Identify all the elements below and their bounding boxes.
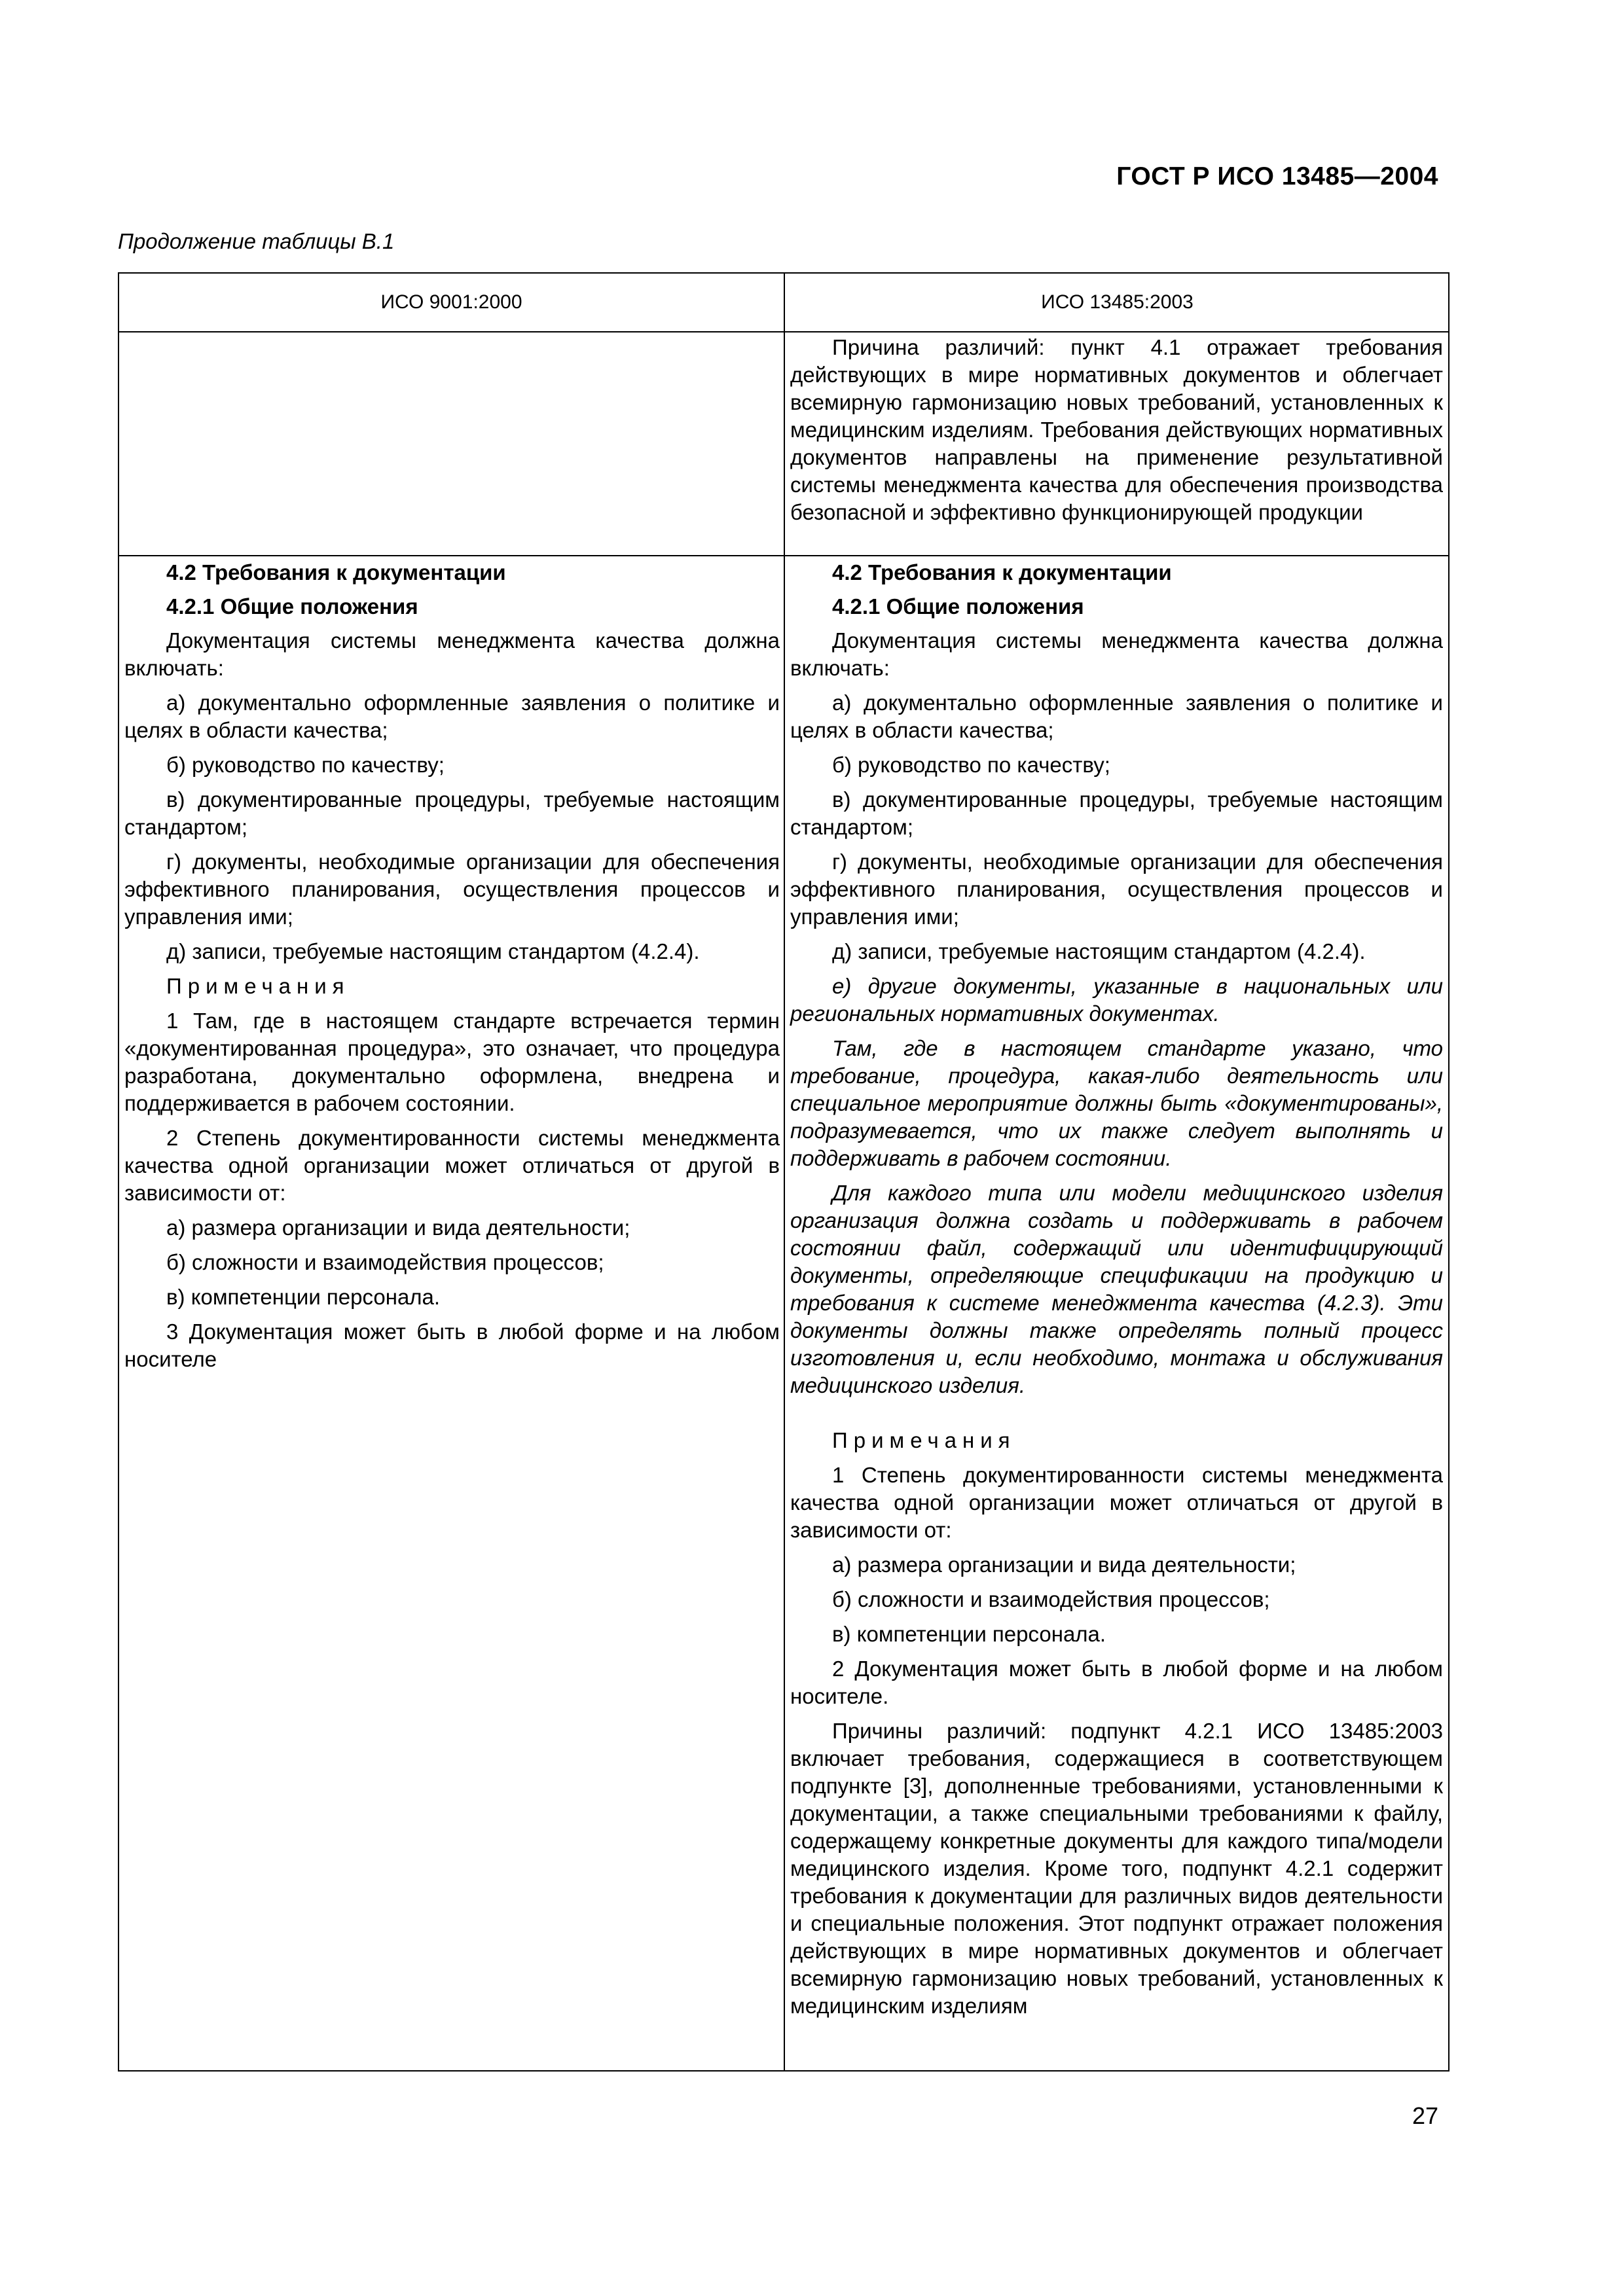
note-paragraph: 1 Степень документированности системы менеджмента качества одной организации может отличаться от другой в зависимости от: bbox=[790, 1463, 1443, 1542]
list-item: в) документированные процедуры, требуемые настоящим стандартом; bbox=[124, 787, 780, 839]
note-paragraph: 2 Документация может быть в любой форме и на любом носителе. bbox=[790, 1657, 1443, 1708]
list-item: б) руководство по качеству; bbox=[166, 753, 445, 777]
list-item: б) сложности и взаимодействия процессов; bbox=[832, 1587, 1270, 1611]
subsection-heading: 4.2.1 Общие положения bbox=[166, 594, 418, 619]
column-header-iso13485: ИСО 13485:2003 bbox=[1041, 291, 1194, 313]
list-item: а) документально оформленные заявления о политике и целях в области качества; bbox=[790, 691, 1443, 742]
notes-heading: Примечания bbox=[832, 1428, 1016, 1452]
document-code: ГОСТ Р ИСО 13485—2004 bbox=[1116, 162, 1438, 190]
comparison-table bbox=[118, 272, 1450, 2072]
italic-paragraph: Там, где в настоящем стандарте указано, что требование, процедура, какая-либо деятельность или специальное мероприятие должны быть «документированы», подразумевается, что их также следует выполнять и поддерживать в рабочем состоянии. bbox=[790, 1036, 1443, 1170]
row1-right-cell bbox=[785, 334, 1448, 533]
list-item: г) документы, необходимые организации для обеспечения эффективного планирования, осуществления процессов и управления ими; bbox=[124, 850, 780, 929]
list-item: а) размера организации и вида деятельности; bbox=[832, 1552, 1296, 1577]
paragraph: Документация системы менеджмента качества должна включать: bbox=[124, 628, 780, 680]
list-item: д) записи, требуемые настоящим стандартом (4.2.4). bbox=[166, 939, 700, 963]
list-item: б) сложности и взаимодействия процессов; bbox=[166, 1250, 604, 1274]
list-item-italic: е) другие документы, указанные в национальных или региональных нормативных документах. bbox=[790, 974, 1443, 1026]
row-rule bbox=[119, 555, 1448, 556]
list-item: а) размера организации и вида деятельности; bbox=[166, 1215, 630, 1240]
paragraph: Документация системы менеджмента качества должна включать: bbox=[790, 628, 1443, 680]
list-item: в) компетенции персонала. bbox=[832, 1622, 1106, 1646]
list-item: в) компетенции персонала. bbox=[166, 1285, 441, 1309]
page-number: 27 bbox=[1412, 2102, 1438, 2129]
note-paragraph: 1 Там, где в настоящем стандарте встречается термин «документированная процедура», это означает, что процедура разработана, документально оформлена, внедрена и поддерживается в рабочем состоянии. bbox=[124, 1009, 780, 1115]
section-heading: 4.2 Требования к документации bbox=[832, 560, 1172, 584]
header-rule bbox=[119, 331, 1448, 332]
list-item: г) документы, необходимые организации для обеспечения эффективного планирования, осуществления процессов и управления ими; bbox=[790, 850, 1443, 929]
note-paragraph: 2 Степень документированности системы менеджмента качества одной организации может отличаться от другой в зависимости от: bbox=[124, 1126, 780, 1205]
list-item: д) записи, требуемые настоящим стандартом (4.2.4). bbox=[832, 939, 1366, 963]
list-item: б) руководство по качеству; bbox=[832, 753, 1110, 777]
list-item: а) документально оформленные заявления о политике и целях в области качества; bbox=[124, 691, 780, 742]
column-header-iso9001: ИСО 9001:2000 bbox=[380, 291, 522, 313]
section-heading: 4.2 Требования к документации bbox=[166, 560, 506, 584]
row2-left-cell bbox=[119, 559, 784, 1380]
italic-paragraph: Для каждого типа или модели медицинского изделия организация должна создать и поддерживать в рабочем состоянии файл, содержащий или идентифицирующий документы, определяющие спецификации на продукцию и требования к системе менеджмента качества (4.2.3). Эти документы должны также определять полный процесс изготовления и, если необходимо, монтажа и обслуживания медицинского изделия. bbox=[790, 1181, 1443, 1397]
list-item: в) документированные процедуры, требуемые настоящим стандартом; bbox=[790, 787, 1443, 839]
row2-right-cell bbox=[785, 559, 1448, 2027]
note-paragraph: 3 Документация может быть в любой форме и на любом носителе bbox=[124, 1319, 780, 1371]
difference-reason-paragraph: Причины различий: подпункт 4.2.1 ИСО 13485:2003 включает требования, содержащиеся в соответствующем подпункте [3], дополненные требованиями, установленными к документации, а также специальными требованиями к файлу, содержащему конкретные документы для каждого типа/модели медицинского изделия. Кроме того, подпункт 4.2.1 содержит требования к документации для различных видов деятельности и специальные положения. Этот подпункт отражает положения действующих в мире нормативных документов и облегчает всемирную гармонизацию новых требований, установленных к медицинским изделиям bbox=[790, 1719, 1443, 2018]
difference-reason-paragraph: Причина различий: пункт 4.1 отражает требования действующих в мире нормативных документов и облегчает всемирную гармонизацию новых требований, установленных к медицинским изделиям. Требования действующих нормативных документов направлены на применение результативной системы менеджмента качества для обеспечения производства безопасной и эффективно функционирующей продукции bbox=[790, 335, 1443, 524]
table-caption: Продолжение таблицы В.1 bbox=[118, 229, 395, 253]
notes-heading: Примечания bbox=[166, 974, 350, 998]
subsection-heading: 4.2.1 Общие положения bbox=[832, 594, 1084, 619]
